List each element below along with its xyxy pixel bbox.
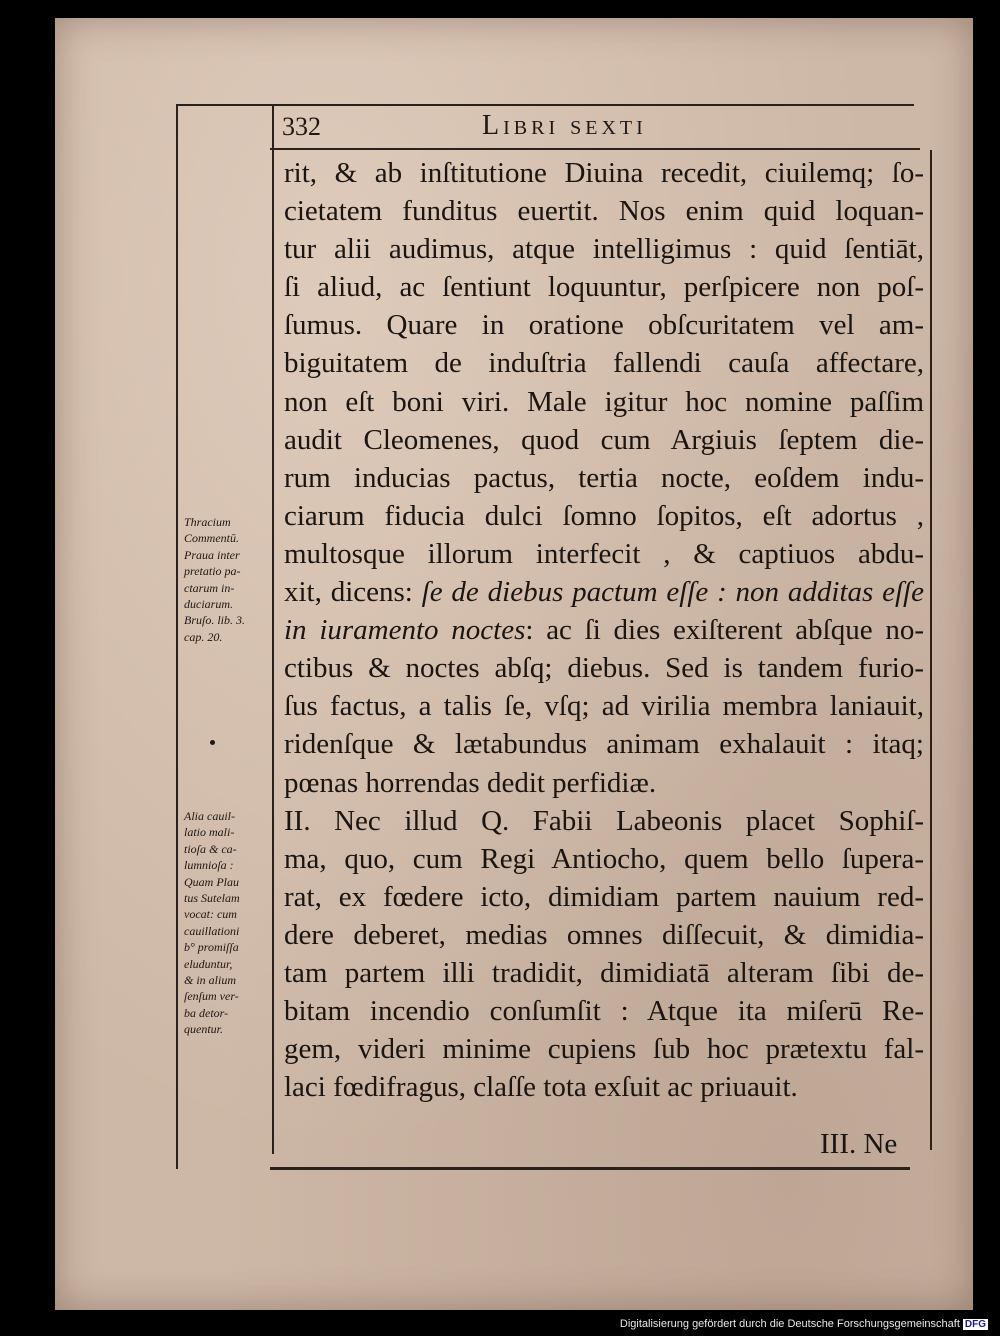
margin-note-line: ba detor- xyxy=(184,1005,229,1020)
margin-note-line: Thracium xyxy=(184,515,231,529)
text-line: tur alii audimus, atque intelligimus : quid ſentiāt, xyxy=(284,233,924,266)
text-line: ridenſque & lætabundus animam exhalauit : itaq; xyxy=(284,728,924,761)
margin-note-line: ſenſum ver- xyxy=(184,989,239,1004)
text-segment: xit, dicens: xyxy=(284,576,422,609)
margin-note-line: & in alium xyxy=(184,973,237,988)
text-line: non eſt boni viri. Male igitur hoc nomine paſſim xyxy=(284,385,924,418)
text-line: dere deberet, medias omnes diſſecuit, & dimidia- xyxy=(284,918,924,951)
text-segment: : ac ſi dies exiſterent abſque no- xyxy=(525,614,924,647)
margin-note-line: eluduntur, xyxy=(184,956,233,971)
margin-note-line: Quam Plau xyxy=(184,874,239,889)
bottom-rule xyxy=(270,1167,910,1170)
margin-note-cauillatio xyxy=(184,808,274,1038)
text-line: ſumus. Quare in oratione obſcuritatem vel am- xyxy=(284,309,924,342)
header-underline xyxy=(270,148,920,150)
margin-dot xyxy=(210,740,215,745)
page-header xyxy=(282,104,912,144)
main-text-block xyxy=(284,154,924,1106)
text-line: ſus factus, a talis ſe, vſq; ad virilia membra laniauit, xyxy=(284,690,924,723)
text-line: cietatem funditus euertit. Nos enim quid loquan- xyxy=(284,195,924,228)
margin-note-line: Alia cauil- xyxy=(184,809,235,823)
text-line-with-italic xyxy=(284,573,924,611)
left-border-rule xyxy=(176,104,178,1169)
margin-note-line: tioſa & ca- xyxy=(184,841,237,856)
text-line: bitam incendio conſumſit : Atque ita miſerū Re- xyxy=(284,995,924,1028)
text-line: rum inducias pactus, tertia nocte, eoſdem indu- xyxy=(284,461,924,494)
page-number: 332 xyxy=(282,112,321,141)
text-line: gem, videri minime cupiens ſub hoc prætextu fal- xyxy=(284,1033,924,1066)
margin-note-line: Praua inter xyxy=(184,547,240,562)
digitization-footer xyxy=(620,1318,988,1330)
margin-note-line: b° promiſſa xyxy=(184,940,239,955)
text-line: laci fœdifragus, claſſe tota exſuit ac priuauit. xyxy=(284,1071,798,1104)
footer-text: Digitalisierung gefördert durch die Deutsche Forschungsgemeinschaft xyxy=(619,1318,960,1330)
margin-note-line: Commentū. xyxy=(184,531,239,546)
text-line: audit Cleomenes, quod cum Argiuis ſeptem die- xyxy=(284,423,924,456)
margin-note-line: pretatio pa- xyxy=(184,564,241,579)
margin-note-line: cap. 20. xyxy=(184,629,223,644)
italic-quotation: ſe de diebus pactum eſſe : non additas eſſe xyxy=(421,576,924,609)
text-line: II. Nec illud Q. Fabii Labeonis placet Sophiſ- xyxy=(284,804,924,837)
text-line: ma, quo, cum Regi Antiocho, quem bello ſupera- xyxy=(284,842,924,875)
margin-note-line: duciarum. xyxy=(184,597,233,612)
margin-note-line: ctarum in- xyxy=(184,580,235,595)
text-line: ctibus & noctes abſq; diebus. Sed is tandem furio- xyxy=(284,652,924,685)
text-line: rat, ex fœdere icto, dimidiam partem nauium red- xyxy=(284,880,924,913)
margin-note-line: latio mali- xyxy=(184,825,235,840)
margin-note-line: tus Sutelam xyxy=(184,891,240,906)
margin-note-line: quentur. xyxy=(184,1022,223,1037)
text-line: tam partem illi tradidit, dimidiatā alteram ſibi de- xyxy=(284,956,924,989)
text-line: multosque illorum interfecit , & captiuos abdu- xyxy=(284,537,924,570)
text-line-with-italic xyxy=(284,611,924,649)
margin-note-line: Bruſo. lib. 3. xyxy=(184,613,246,628)
catchword: III. Ne xyxy=(820,1128,898,1160)
margin-note-line: lumnioſa : xyxy=(184,858,234,873)
text-line: pœnas horrendas dedit perfidiæ. xyxy=(284,766,657,799)
dfg-logo: DFG xyxy=(964,1319,986,1330)
margin-note-line: cauillationi xyxy=(184,923,240,938)
text-line: ſi aliud, ac ſentiunt loquuntur, perſpicere non poſ- xyxy=(284,271,924,304)
text-line: biguitatem de induſtria fallendi cauſa affectare, xyxy=(284,347,924,380)
right-border-rule xyxy=(930,150,932,1150)
text-line: ciarum fiducia dulci ſomno ſopitos, eſt adortus , xyxy=(284,499,924,532)
margin-note-thracium xyxy=(184,514,274,645)
text-line: rit, & ab inſtitutione Diuina recedit, ciuilemq; ſo- xyxy=(284,157,924,189)
margin-note-line: vocat: cum xyxy=(184,907,237,922)
italic-quotation: in iuramento noctes xyxy=(284,614,526,647)
running-head: Libri sexti xyxy=(482,110,647,141)
